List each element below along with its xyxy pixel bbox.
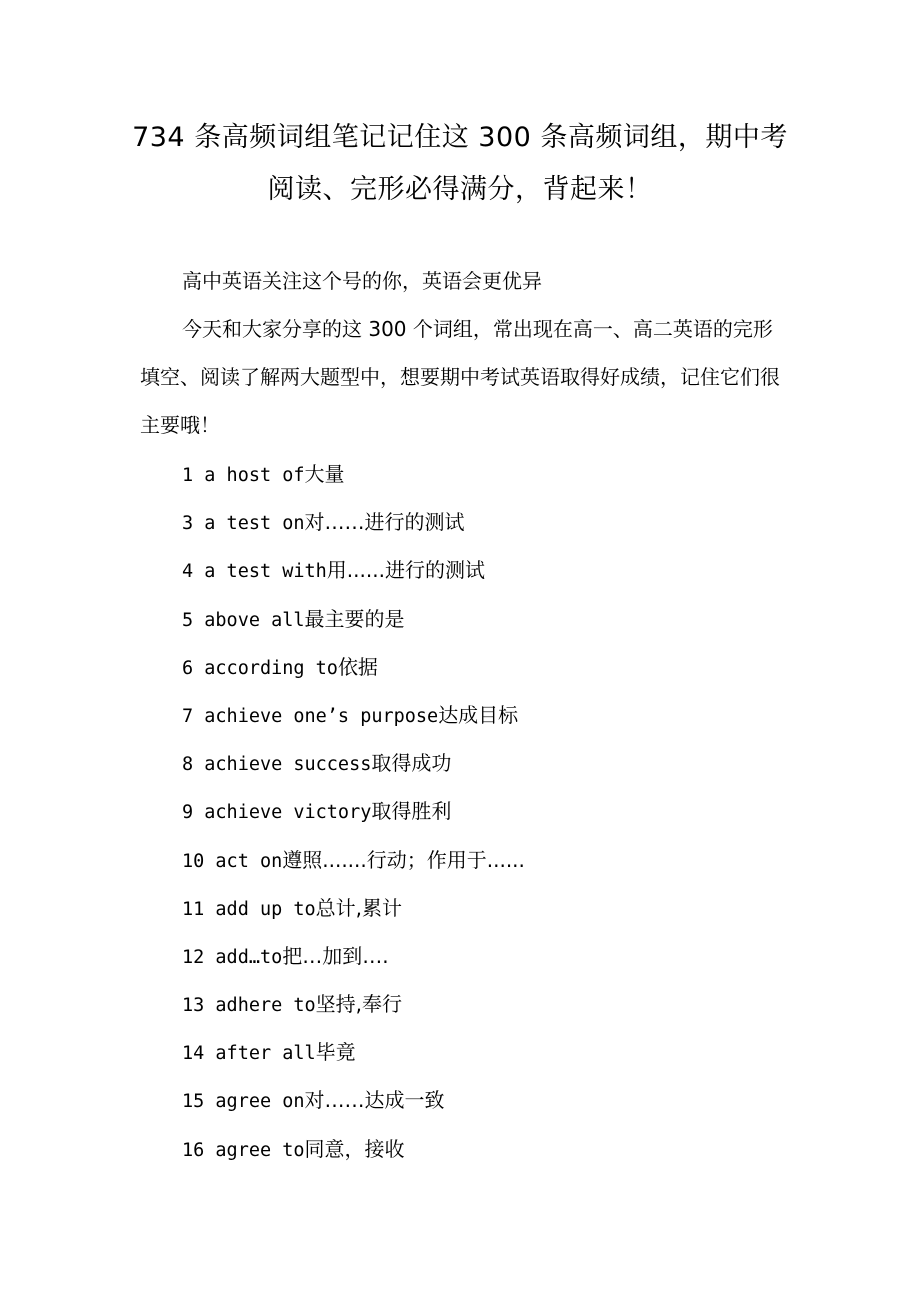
phrase-chinese: 遵照.......行动；作用于...... xyxy=(282,847,525,872)
phrase-chinese: 用......进行的测试 xyxy=(326,558,485,583)
phrase-entry xyxy=(182,1028,525,1076)
phrase-english: 11 add up to xyxy=(182,898,316,920)
phrase-english: 15 agree on xyxy=(182,1091,305,1113)
phrase-chinese: 总计,累计 xyxy=(315,895,403,920)
phrase-english: 8 achieve success xyxy=(182,754,372,776)
intro-paragraph: 今天和大家分享的这 300 个词组，常出现在高一、高二英语的完形填空、阅读了解两大题型中，想要期中考试英语取得好成绩，记住它们很主要哦！ xyxy=(140,317,780,437)
phrase-chinese: 同意，接收 xyxy=(304,1136,405,1161)
phrase-english: 1 a host of xyxy=(182,465,305,486)
phrase-english: 3 a test on xyxy=(182,513,305,535)
intro-line: 高中英语关注这个号的你，英语会更优异 xyxy=(182,269,542,293)
phrase-english: 13 adhere to xyxy=(182,995,316,1017)
phrase-chinese: 最主要的是 xyxy=(304,606,405,631)
phrase-english: 5 above all xyxy=(182,609,305,631)
phrase-chinese: 对……进行的测试 xyxy=(304,510,465,535)
phrase-entry xyxy=(182,546,525,594)
title-line-2: 阅读、完形必得满分，背起来！ xyxy=(267,174,653,205)
phrase-entry xyxy=(182,498,525,546)
document-title xyxy=(120,112,800,216)
phrase-entry xyxy=(182,595,525,643)
phrase-chinese: 对……达成一致 xyxy=(304,1088,445,1113)
phrase-chinese: 大量 xyxy=(304,462,345,486)
phrase-english: 9 achieve victory xyxy=(182,802,372,824)
phrase-english: 14 after all xyxy=(182,1043,316,1065)
phrase-english: 10 act on xyxy=(182,850,283,872)
phrase-chinese: 把…加到…. xyxy=(282,943,389,968)
phrase-entry xyxy=(182,836,525,884)
phrase-entry xyxy=(182,787,525,835)
title-line-1: 734 条高频词组笔记记住这 300 条高频词组，期中考 xyxy=(132,122,788,153)
phrase-english: 12 add…to xyxy=(182,946,283,968)
phrase-entry xyxy=(182,450,525,498)
phrase-chinese: 达成目标 xyxy=(438,702,519,727)
phrase-entry xyxy=(182,739,525,787)
phrase-english: 7 achieve one’s purpose xyxy=(182,705,439,727)
phrase-entry xyxy=(182,1125,525,1173)
phrase-chinese: 取得成功 xyxy=(371,751,452,776)
phrase-chinese: 毕竟 xyxy=(315,1040,356,1065)
phrase-entry xyxy=(182,1076,525,1124)
phrase-chinese: 取得胜利 xyxy=(371,799,452,824)
phrase-entry xyxy=(182,980,525,1028)
phrase-english: 4 a test with xyxy=(182,561,327,583)
phrase-entry xyxy=(182,691,525,739)
phrase-entry xyxy=(182,884,525,932)
phrase-entry xyxy=(182,932,525,980)
phrase-english: 6 according to xyxy=(182,657,338,679)
phrase-list xyxy=(182,450,525,1173)
phrase-chinese: 坚持,奉行 xyxy=(315,992,403,1017)
phrase-entry xyxy=(182,643,525,691)
phrase-chinese: 依据 xyxy=(337,654,378,679)
phrase-english: 16 agree to xyxy=(182,1139,305,1161)
